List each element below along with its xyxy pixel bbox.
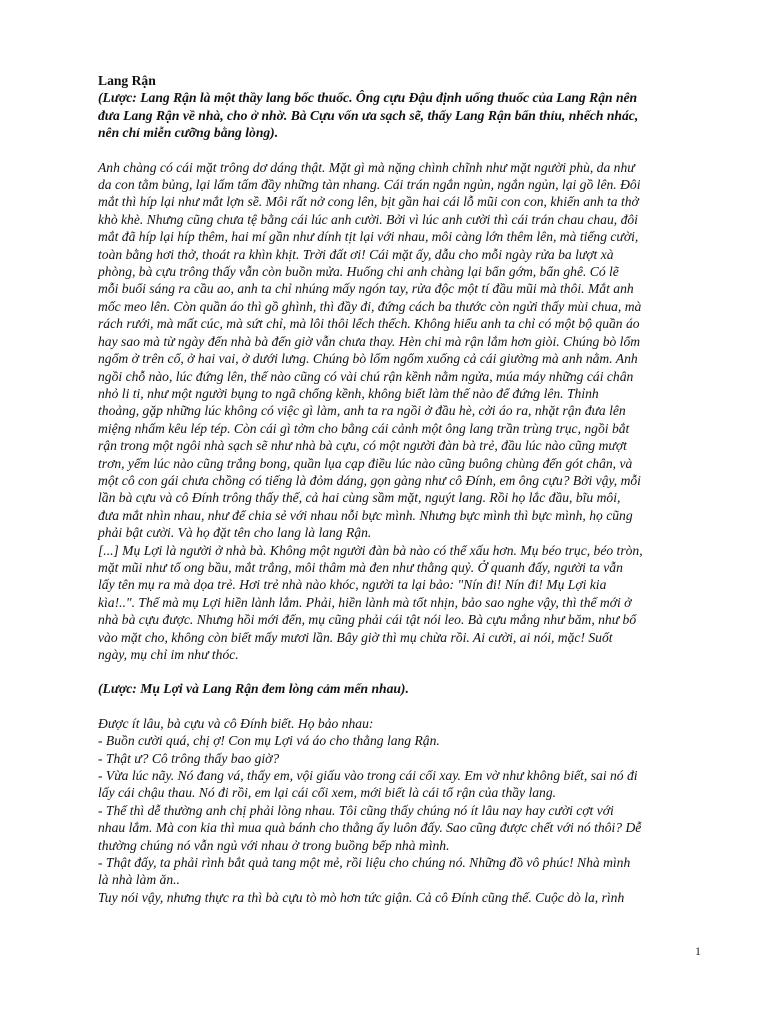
text-line: Tuy nói vậy, nhưng thực ra thì bà cựu tò mò hơn tức giận. Cả cô Đính cũng thế. Cuộc dò la, rình [98,889,625,905]
text-line: rận trong một ngôi nhà sạch sẽ như nhà bà cựu, có một người đàn bà trẻ, đầu lúc nào cũng mượt [98,438,627,454]
document-title: Lang Rận [98,73,156,88]
text-line: toàn bằng hơi thở, thoát ra khìn khịt. Trời đất ơi! Cái mặt ấy, dẫu cho mỗi ngày rửa ba lượt xà [98,246,614,262]
paragraph-dialogue [98,715,702,906]
summary-line: (Lược: Mụ Lợi và Lang Rận đem lòng cảm mến nhau). [98,681,409,697]
paragraph-mu-loi [98,542,702,664]
text-line: Anh chàng có cái mặt trông dơ dáng thật. Mặt gì mà nặng chình chĩnh như mặt người phù, da như [98,159,635,175]
page-number: 1 [695,944,701,958]
text-line: rách rưới, mà mất cúc, mà sứt chỉ, mà lôi thôi lếch thếch. Không hiểu anh ta chỉ có một bộ quần áo [98,316,640,332]
text-line: mắt thì híp lại như mắt lợn sề. Môi rất nở cong lên, bịt gần hai cái lỗ mũi con con, khiến anh ta thở [98,194,639,210]
text-line: lần bà cựu và cô Đính trông thấy thế, cả hai cùng sầm mặt, nguýt lang. Rồi họ lắc đầu, bĩu môi, [98,490,621,506]
text-line: - Thế thì dễ thường anh chị phải lòng nhau. Tôi cũng thấy chúng nó ít lâu nay hay cười cợt với [98,802,614,818]
text-line: da con tằm bủng, lại lấm tấm đầy những tàn nhang. Cái trán ngắn ngủn, ngắn ngủn, lại gồ lên. Đôi [98,177,641,193]
text-line: vào mặt cho, không còn biết mấy mươi lần. Bây giờ thì mụ chừa rồi. Ai cười, ai nói, mặc! Suốt [98,629,613,645]
text-line: thường chúng nó vẫn ngủ với nhau ở trong buồng bếp nhà mình. [98,837,450,853]
text-line: Được ít lâu, bà cựu và cô Đính biết. Họ bảo nhau: [98,715,374,731]
text-line: phòng, bà cựu trông thấy vẫn còn buồn mửa. Huống chi anh chàng lại bẩn gớm, bẩn ghê. Có lẽ [98,264,619,280]
text-line: mỗi buổi sáng ra cầu ao, anh ta chỉ nhúng mấy ngón tay, rửa độc một tí đầu mũi mà thôi. Mắt anh [98,281,634,297]
text-line: khò khè. Nhưng cũng chưa tệ bằng cái lúc anh cười. Bởi vì lúc anh cười thì cái trán chau chau, đôi [98,211,638,227]
text-line: phải bật cười. Và họ đặt tên cho lang là lang Rận. [98,525,372,541]
text-line: trơn, yếm lúc nào cũng trắng bong, quần lụa cạp điều lúc nào cũng buông chùng đến gót chân, và [98,455,633,471]
text-line: hay sao mà từ ngày đến nhà bà đến giờ vẫn chưa thay. Hèn chi mà rận lắm hơn giòi. Chúng bò lổm [98,333,641,349]
text-line: mắt đã híp lại híp thêm, hai mí gần như dính tịt lại với nhau, môi càng lớn thêm lên, mà tiếng cười, [98,229,639,245]
text-line: là nhà làm ăn.. [98,872,180,888]
paragraph-description [98,159,702,542]
document-body [98,72,702,906]
summary-line: (Lược: Lang Rận là một thầy lang bốc thuốc. Ông cựu Đậu định uống thuốc của Lang Rận nên [98,90,638,106]
summary-block-2 [98,680,702,697]
text-line: ngồi chỗ nào, lúc đứng lên, thế nào cũng có vài chú rận kềnh nằm ngửa, múa máy những cái chân [98,368,634,384]
text-line: - Vừa lúc nãy. Nó đang vá, thấy em, vội giấu vào trong cái cối xay. Em vờ như không biết, sai nó đi [98,768,638,784]
text-line: nhà bà cựu được. Nhưng hồi mới đến, mụ cũng phải cái tật nói leo. Bà cựu mắng như băm, như bổ [98,612,637,628]
text-line: ngổm ở trên cổ, ở hai vai, ở dưới lưng. Chúng bò lổm ngổm xuống cả cái giường mà anh nằm. Anh [98,351,638,367]
text-line: lấy tên mụ ra mà dọa trẻ. Hơi trẻ nhà nào khóc, người ta lại bảo: "Nín đi! Nín đi! Mụ Lợi kia [98,577,607,593]
text-line: - Buồn cười quá, chị ợ! Con mụ Lợi vá áo cho thằng lang Rận. [98,733,440,749]
text-line: kìa!..". Thế mà mụ Lợi hiền lành lắm. Phải, hiền lành mà tốt nhịn, bảo sao nghe vậy, thì thế mới ở [98,594,632,610]
text-line: lấy cái chậu thau. Nó đi rồi, em lại cái cối xem, mới biết là cái tổ rận của thầy lang. [98,785,557,801]
text-line: mặt mũi như tổ ong bầu, mắt trắng, môi thâm mà đen như thằng quỷ. Ở quanh đấy, người ta vẫn [98,559,623,575]
text-line: đưa mắt nhìn nhau, như để chia sẻ với nhau nỗi bực mình. Nhưng bực mình thì bực mình, họ cũng [98,507,633,523]
text-line: mốc meo lên. Còn quần áo thì gồ ghình, thì đầy đi, đứng cách ba thước còn ngửi thấy mùi chua, mà [98,298,642,314]
text-line: nhau lắm. Mà con kia thì mua quà bánh cho thằng ấy luôn đấy. Sao cũng được chết với nó thôi? Dễ [98,820,642,836]
summary-line: đưa Lang Rận về nhà, cho ở nhờ. Bà Cựu vốn ưa sạch sẽ, thấy Lang Rận bẩn thỉu, nhếch nhác, [98,107,639,123]
text-line: một cô con gái chưa chồng có tiếng là đỏm dáng, gọn gàng như cô Đính, em ông cựu? Bởi vậy, mỗi [98,472,641,488]
text-line: - Thật ư? Cô trông thấy bao giờ? [98,750,280,766]
text-line: - Thật đấy, ta phải rình bắt quả tang một mẻ, rồi liệu cho chúng nó. Những đồ vô phúc! Nhà mình [98,855,631,871]
text-line: [...] Mụ Lợi là người ở nhà bà. Không một người đàn bà nào có thể xấu hơn. Mụ béo trục, béo tròn, [98,542,643,558]
text-line: nhỏ li ti, như một người bụng to ngã chổng kềnh, không biết làm thế nào để đứng lên. Thỉnh [98,385,599,401]
summary-line: nên chỉ miễn cưỡng bằng lòng). [98,125,279,141]
text-line: thoảng, gặp những lúc không có việc gì làm, anh ta ra ngồi ở đầu hè, cởi áo ra, nhặt rận đưa lên [98,403,626,419]
text-line: miệng nhấm kêu lép tép. Còn cái gì tởm cho bằng cái cảnh một ông lang trần trùng trục, ngồi bắt [98,420,630,436]
text-line: ngày, mụ chỉ im như thóc. [98,647,239,662]
summary-block [98,89,702,141]
